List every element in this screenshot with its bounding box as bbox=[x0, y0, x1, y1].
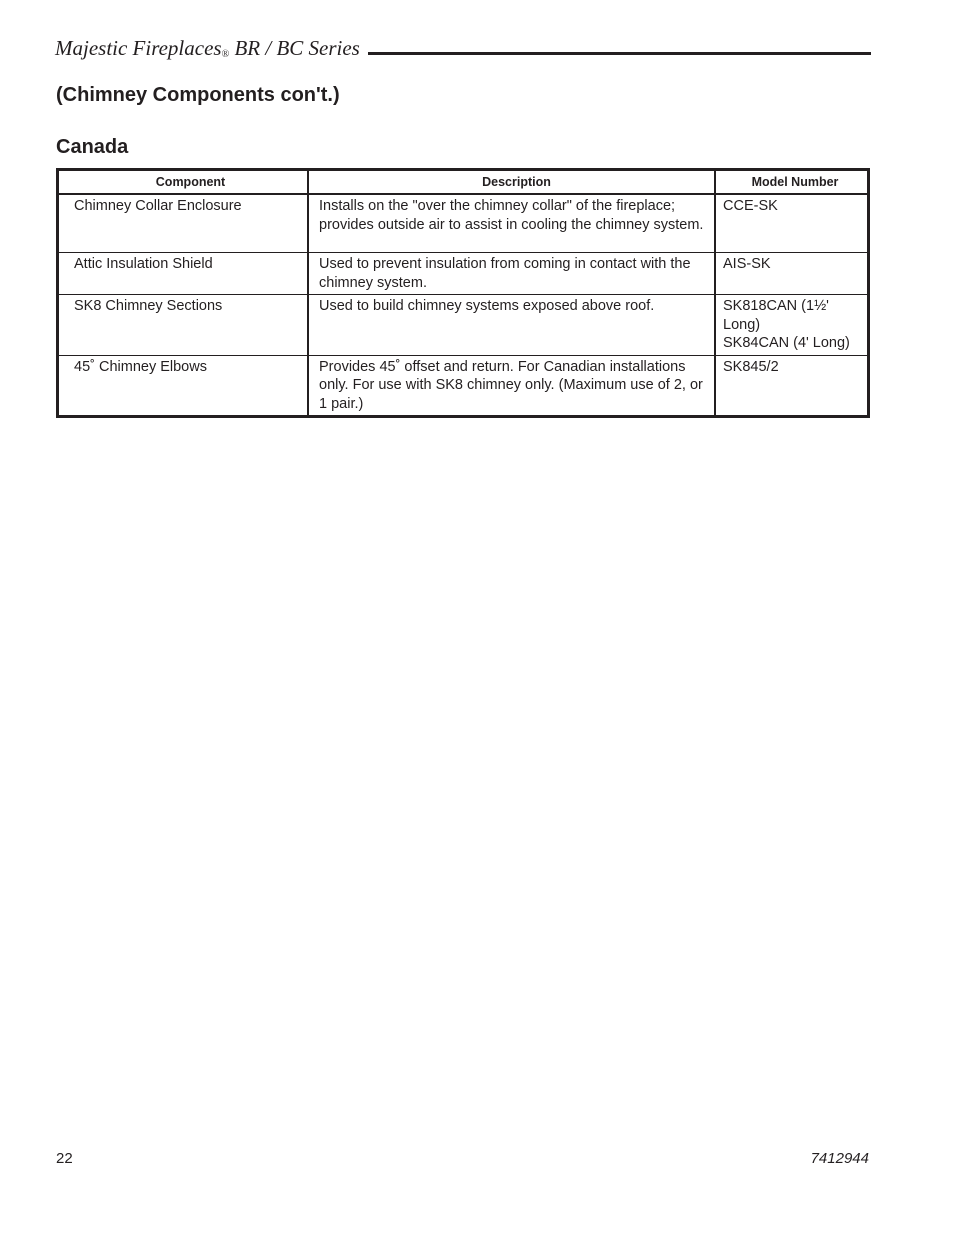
table-row bbox=[59, 295, 867, 356]
series-name: BR / BC Series bbox=[229, 36, 360, 60]
table-row bbox=[59, 194, 867, 253]
header-rule bbox=[368, 52, 871, 55]
component-cell: SK8 Chimney Sections bbox=[59, 295, 308, 356]
component-cell: Attic Insulation Shield bbox=[59, 253, 308, 295]
description-cell: Provides 45˚ offset and return. For Canadian installations only. For use with SK8 chimney only. (Maximum use of 2, or 1 pair.) bbox=[308, 355, 715, 415]
section-title: (Chimney Components con't.) bbox=[56, 84, 340, 106]
description-cell: Used to prevent insulation from coming in contact with the chimney system. bbox=[308, 253, 715, 295]
document-number: 7412944 bbox=[810, 1150, 869, 1167]
model-number-cell bbox=[715, 355, 867, 415]
model-number-cell bbox=[715, 253, 867, 295]
model-number-cell bbox=[715, 295, 867, 356]
table-row bbox=[59, 355, 867, 415]
table-header-row bbox=[59, 171, 867, 194]
components-table-frame bbox=[56, 168, 870, 418]
components-table bbox=[59, 171, 867, 415]
registered-mark: ® bbox=[221, 49, 230, 60]
column-header-component: Component bbox=[59, 171, 308, 194]
column-header-model-number: Model Number bbox=[715, 171, 867, 194]
model-number: CCE-SK bbox=[723, 198, 778, 214]
subsection-title: Canada bbox=[56, 136, 129, 158]
model-number-cell bbox=[715, 194, 867, 253]
header-title bbox=[55, 36, 364, 61]
model-number: AIS-SK bbox=[723, 256, 771, 272]
description-cell: Installs on the "over the chimney collar" of the fireplace; provides outside air to assist in cooling the chimney system. bbox=[308, 194, 715, 253]
description-cell: Used to build chimney systems exposed above roof. bbox=[308, 295, 715, 356]
model-number: SK84CAN (4' Long) bbox=[723, 335, 850, 351]
model-number: SK845/2 bbox=[723, 358, 779, 375]
model-number: SK818CAN (1½' Long) bbox=[723, 298, 829, 333]
page-number: 22 bbox=[56, 1150, 73, 1167]
component-cell: Chimney Collar Enclosure bbox=[74, 198, 242, 214]
column-header-description: Description bbox=[308, 171, 715, 194]
brand-name: Majestic Fireplaces bbox=[55, 36, 222, 60]
page-header bbox=[55, 36, 871, 66]
component-cell: 45˚ Chimney Elbows bbox=[59, 355, 308, 415]
table-row bbox=[59, 253, 867, 295]
